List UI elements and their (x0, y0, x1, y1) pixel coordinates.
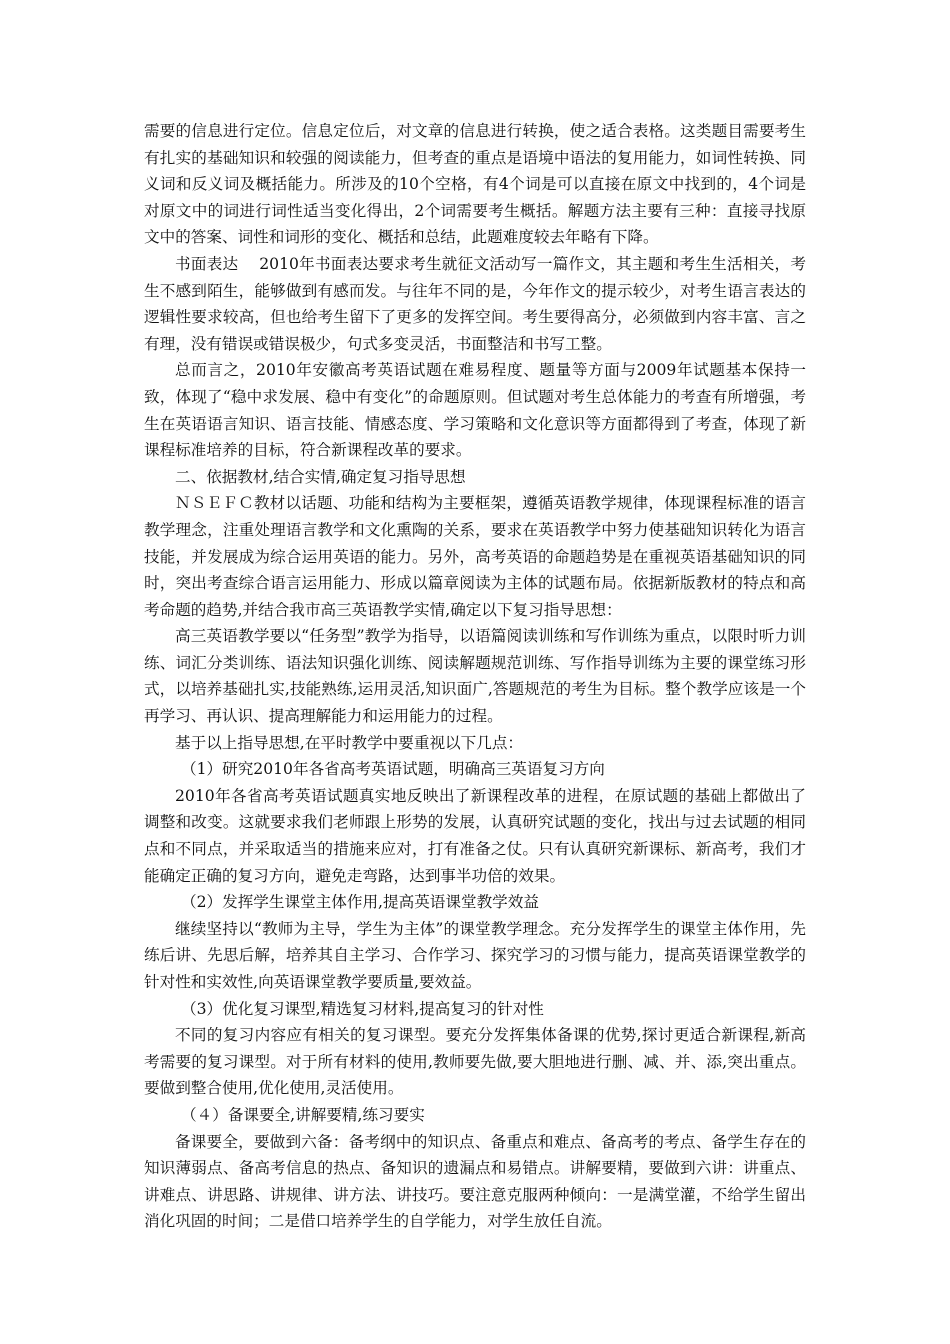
paragraph-written-expression: 书面表达 2010年书面表达要求考生就征文活动写一篇作文，其主题和考生生活相关，考生不感到陌生，能够做到有感而发。与往年不同的是，今年作文的提示较少，对考生语言表达的逻辑性要求较高，但也给考生留下了更多的发挥空间。考生要得高分，必须做到内容丰富、言之有理，没有错误或错误极少，句式多变灵活，书面整洁和书写工整。 (144, 254, 806, 353)
paragraph-teaching-guidance: 高三英语教学要以“任务型”教学为指导，以语篇阅读训练和写作训练为重点，以限时听力训练、词汇分类训练、语法知识强化训练、阅读解题规范训练、写作指导训练为主要的课堂练习形式，以培养基础扎实,技能熟练,运用灵活,知识面广,答题规范的考生为目标。整个教学应该是一个再学习、再认识、提高理解能力和运用能力的过程。 (144, 627, 806, 726)
paragraph-point-4: 备课要全，要做到六备：备考纲中的知识点、备重点和难点、备高考的考点、备学生存在的知识薄弱点、备高考信息的热点、备知识的遗漏点和易错点。讲解要精，要做到六讲：讲重点、讲难点、讲思路、讲规律、讲方法、讲技巧。要注意克服两种倾向：一是满堂灌，不给学生留出消化巩固的时间；二是借口培养学生的自学能力，对学生放任自流。 (144, 1132, 806, 1231)
paragraph-point-2: 继续坚持以“教师为主导，学生为主体”的课堂教学理念。充分发挥学生的课堂主体作用，先练后讲、先思后解，培养其自主学习、合作学习、探究学习的习惯与能力，提高英语课堂教学的针对性和实效性,向英语课堂教学要质量,要效益。 (144, 919, 806, 991)
section-heading-2: 二、依据教材,结合实情,确定复习指导思想 (175, 467, 466, 486)
subheading-1: （1）研究2010年各省高考英语试题，明确高三英语复习方向 (181, 760, 605, 779)
paragraph-summary: 总而言之，2010年安徽高考英语试题在难易程度、题量等方面与2009年试题基本保持一致，体现了“稳中求发展、稳中有变化”的命题原则。但试题对考生总体能力的考查有所增强，考生在英语语言知识、语言技能、情感态度、学习策略和文化意识等方面都得到了考查，体现了新课程标准培养的目标，符合新课程改革的要求。 (144, 361, 806, 460)
document-body (144, 118, 806, 1235)
paragraph-nsefc: ＮＳＥＦＣ教材以话题、功能和结构为主要框架，遵循英语教学规律，体现课程标准的语言教学理念，注重处理语言教学和文化熏陶的关系，要求在英语教学中努力使基础知识转化为语言技能，并发展成为综合运用英语的能力。另外，高考英语的命题趋势是在重视英语基础知识的同时，突出考查综合语言运用能力、形成以篇章阅读为主体的试题布局。依据新版教材的特点和高考命题的趋势,并结合我市高三英语教学实情,确定以下复习指导思想： (144, 494, 806, 619)
subheading-4: （４）备课要全,讲解要精,练习要实 (181, 1105, 425, 1124)
paragraph-point-1: 2010年各省高考英语试题真实地反映出了新课程改革的进程，在原试题的基础上都做出了调整和改变。这就要求我们老师跟上形势的发展，认真研究试题的变化，找出与过去试题的相同点和不同点，并采取适当的措施来应对，打有准备之仗。只有认真研究新课标、新高考，我们才能确定正确的复习方向，避免走弯路，达到事半功倍的效果。 (144, 786, 806, 885)
subheading-2: （2）发挥学生课堂主体作用,提高英语课堂教学效益 (181, 893, 539, 912)
paragraph-point-3: 不同的复习内容应有相关的复习课型。要充分发挥集体备课的优势,探讨更适合新课程,新高考需要的复习课型。对于所有材料的使用,教师要先做,要大胆地进行删、减、并、添,突出重点。要做到整合使用,优化使用,灵活使用。 (144, 1026, 806, 1098)
paragraph-key-points-intro: 基于以上指导思想,在平时教学中要重视以下几点： (175, 733, 524, 752)
subheading-3: （3）优化复习课型,精选复习材料,提高复习的针对性 (181, 999, 544, 1018)
paragraph-info-positioning: 需要的信息进行定位。信息定位后，对文章的信息进行转换，使之适合表格。这类题目需要考生有扎实的基础知识和较强的阅读能力，但考查的重点是语境中语法的复用能力，如词性转换、同义词和反义词及概括能力。所涉及的10个空格，有4个词是可以直接在原文中找到的，4个词是对原文中的词进行词性适当变化得出，2个词需要考生概括。解题方法主要有三种：直接寻找原文中的答案、词性和词形的变化、概括和总结，此题难度较去年略有下降。 (144, 122, 806, 247)
